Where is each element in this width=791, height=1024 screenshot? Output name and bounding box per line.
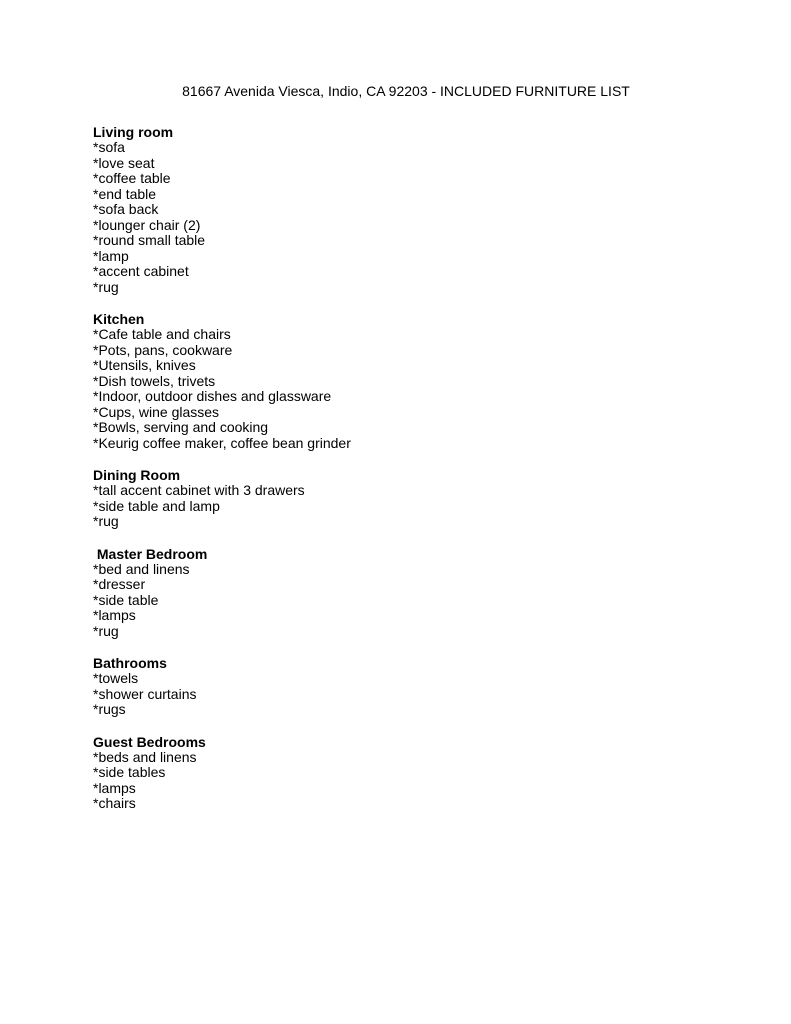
- list-item: *lamps: [93, 779, 136, 796]
- list-item: *sofa: [93, 139, 125, 155]
- section-heading: Living room: [93, 124, 174, 140]
- list-item: *sofa back: [93, 201, 159, 217]
- section-guest-bedrooms: [93, 734, 693, 812]
- list-item: *rug: [93, 513, 119, 529]
- section-heading: Kitchen: [93, 311, 145, 327]
- list-item: *chairs: [93, 795, 136, 811]
- section-heading: Guest Bedrooms: [93, 733, 206, 750]
- list-item: *Bowls, serving and cooking: [93, 419, 269, 435]
- list-item: *lounger chair (2): [93, 216, 201, 233]
- list-item: *coffee table: [93, 170, 171, 186]
- section-kitchen: [93, 311, 693, 451]
- list-item: *rug: [93, 622, 119, 639]
- document-title: 81667 Avenida Viesca, Indio, CA 92203 - INCLUDED FURNITURE LIST: [182, 83, 630, 99]
- section-master-bedroom: [93, 546, 693, 640]
- list-item: *Indoor, outdoor dishes and glassware: [93, 388, 332, 404]
- list-item: *tall accent cabinet with 3 drawers: [93, 482, 305, 498]
- list-item: *shower curtains: [93, 685, 197, 702]
- section-dining-room: [93, 467, 693, 530]
- section-heading: Master Bedroom: [93, 545, 208, 562]
- list-item: *accent cabinet: [93, 263, 189, 279]
- list-item: *rugs: [93, 701, 126, 717]
- list-item: *love seat: [93, 154, 155, 171]
- list-item: *dresser: [93, 576, 146, 592]
- list-item: *rug: [93, 278, 119, 295]
- list-item: *lamps: [93, 607, 136, 623]
- list-item: *round small table: [93, 232, 206, 248]
- list-item: *Utensils, knives: [93, 357, 196, 373]
- section-bathrooms: [93, 655, 693, 718]
- list-item: *Cups, wine glasses: [93, 403, 220, 420]
- list-item: *Cafe table and chairs: [93, 326, 231, 342]
- list-item: *bed and linens: [93, 560, 190, 577]
- list-item: *beds and linens: [93, 748, 197, 765]
- list-item: *side table and lamp: [93, 497, 220, 514]
- list-item: *lamp: [93, 247, 129, 264]
- list-item: *Pots, pans, cookware: [93, 341, 233, 358]
- list-item: *end table: [93, 185, 157, 202]
- list-item: *Keurig coffee maker, coffee bean grinder: [93, 434, 351, 451]
- list-item: *side table: [93, 591, 159, 608]
- section-heading: Dining Room: [93, 467, 181, 483]
- list-item: *Dish towels, trivets: [93, 372, 216, 389]
- section-heading: Bathrooms: [93, 655, 167, 671]
- furniture-sections: [93, 124, 693, 828]
- list-item: *towels: [93, 670, 139, 686]
- section-living-room: [93, 124, 693, 295]
- list-item: *side tables: [93, 764, 166, 780]
